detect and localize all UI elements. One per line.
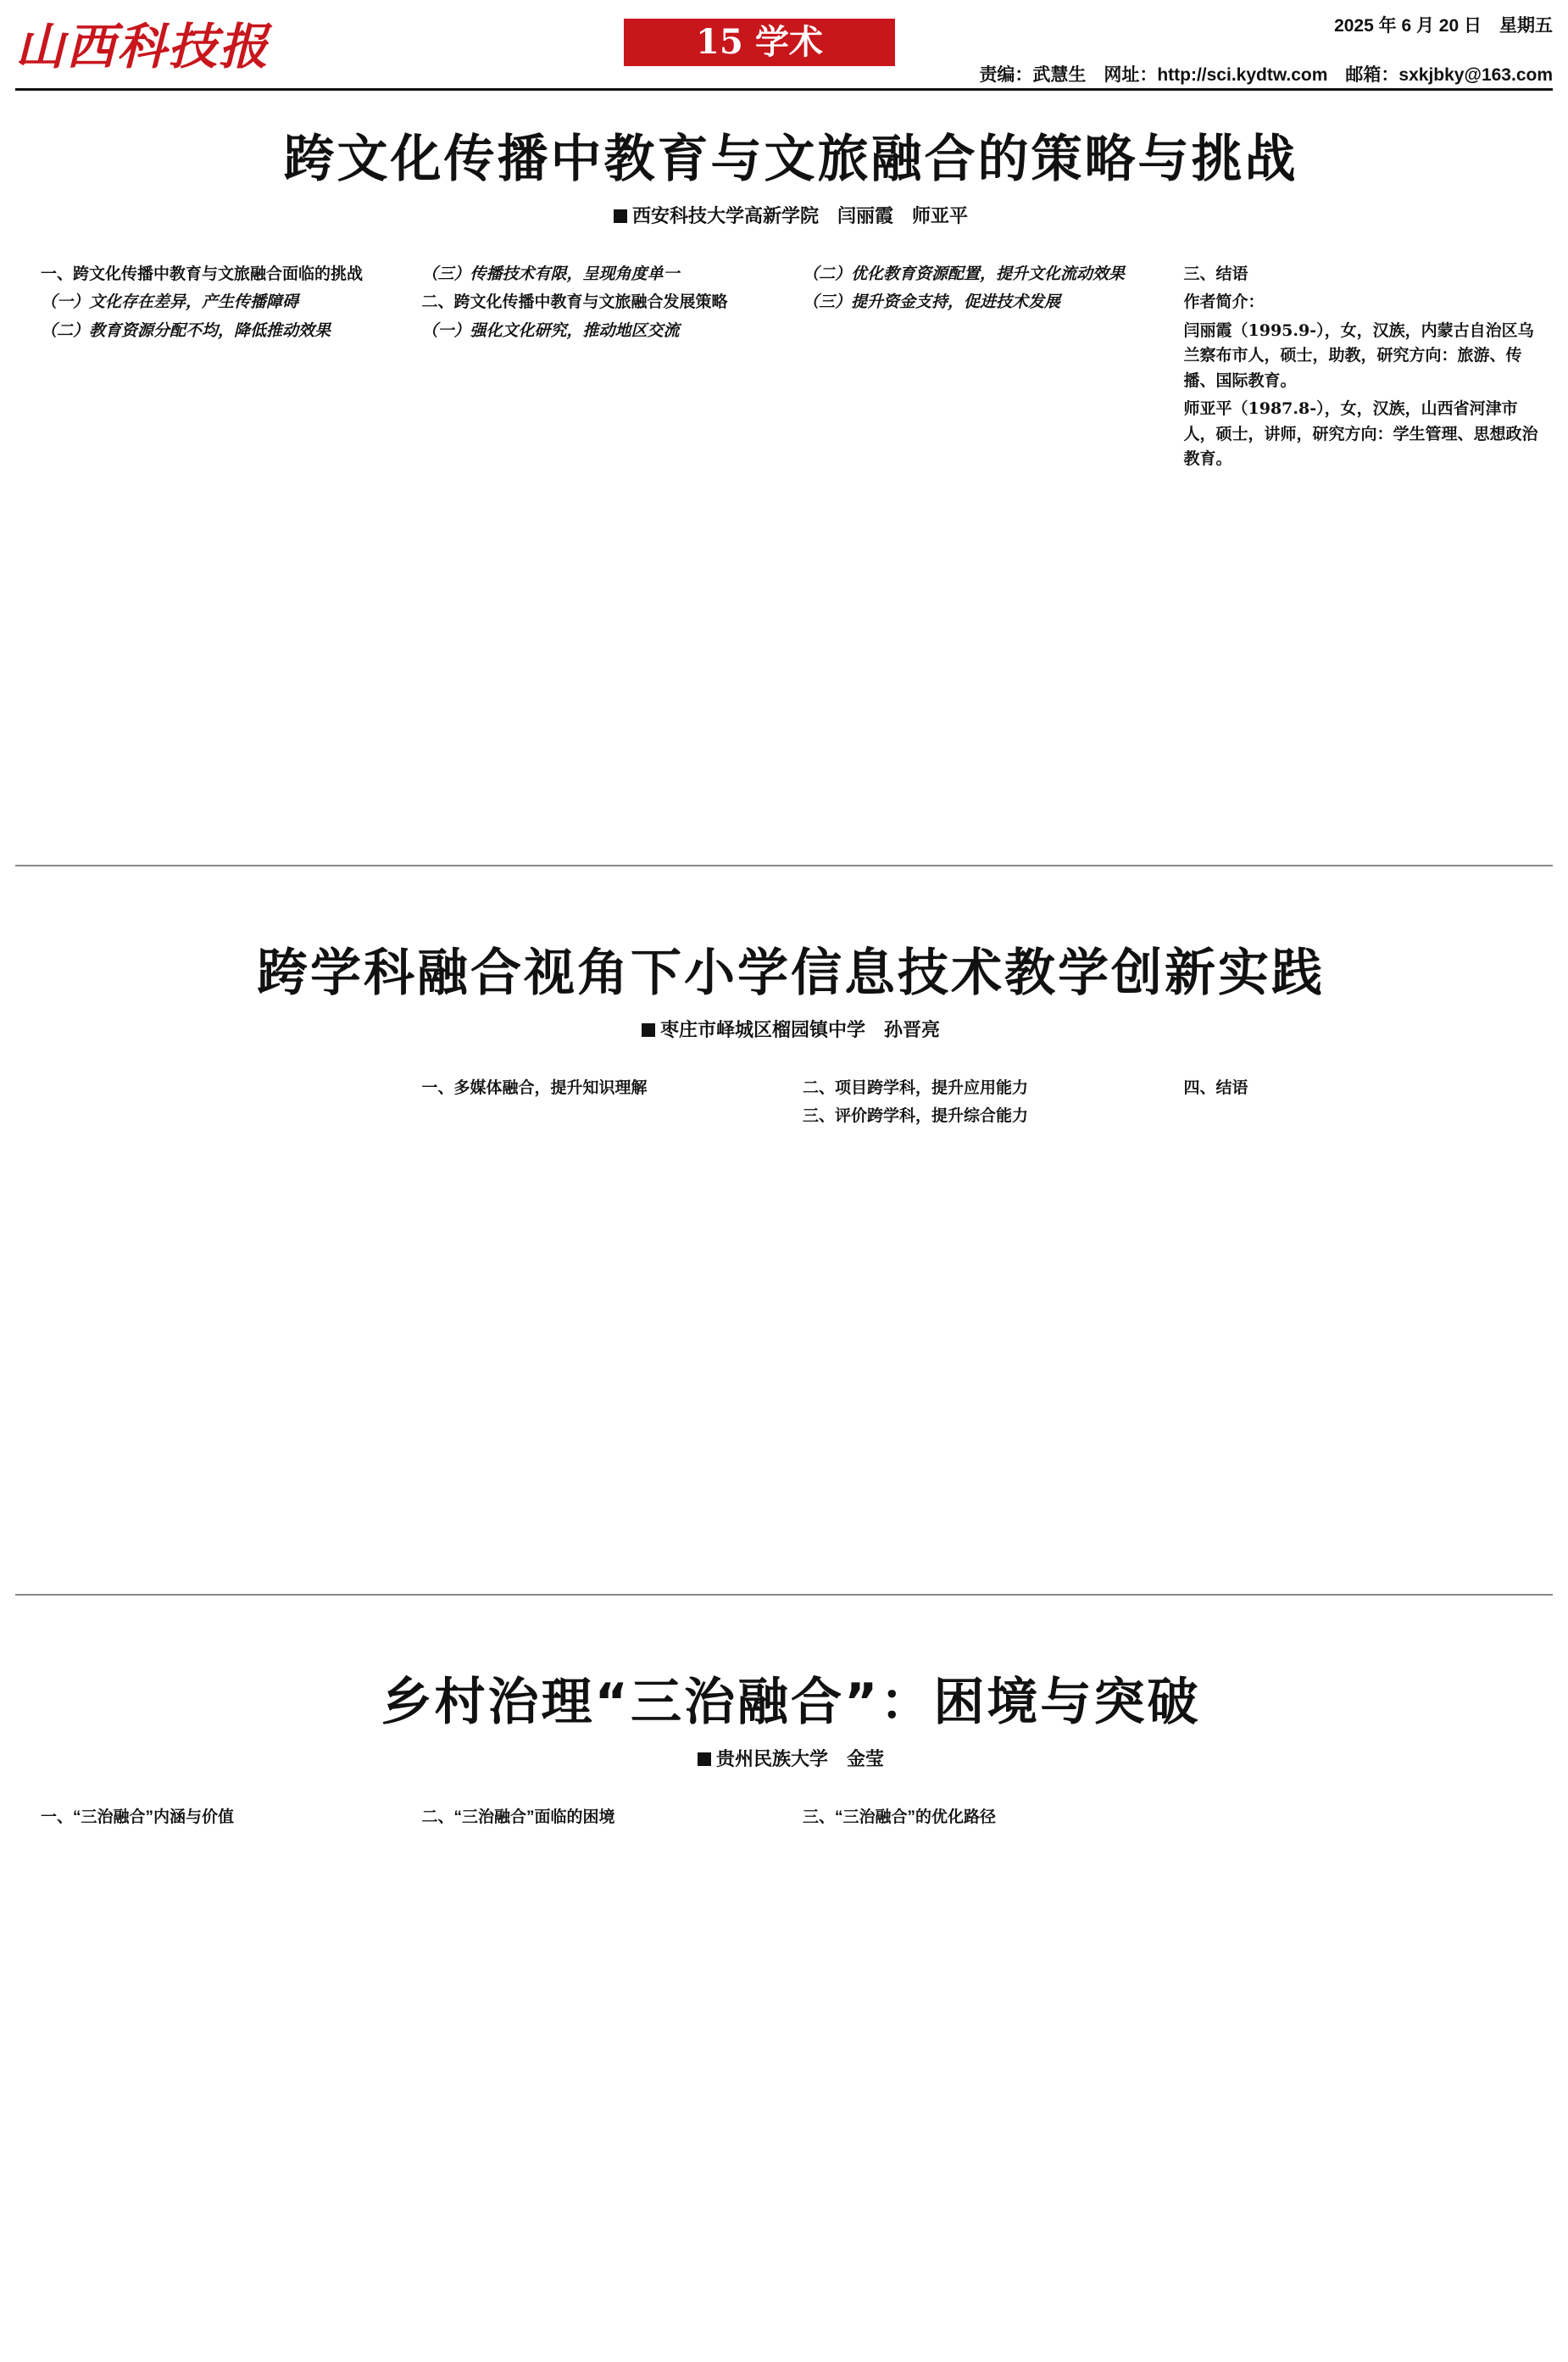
- subsection-heading: （三）传播技术有限，呈现角度单一: [421, 265, 680, 283]
- subsection-heading: （一）文化存在差异，产生传播障碍: [41, 292, 299, 312]
- column: [422, 1076, 780, 1133]
- column: [803, 1805, 1160, 1833]
- section-heading: 二、项目跨学科，提升应用能力: [803, 1079, 1029, 1097]
- section-heading: 三、结语: [1183, 265, 1248, 283]
- article-cross-cultural: [41, 119, 1541, 476]
- section-heading: 四、结语: [1183, 1079, 1248, 1097]
- subsection-heading: （一）强化文化研究，推动地区交流: [421, 320, 680, 340]
- column: [1184, 1076, 1542, 1133]
- page-number: 15: [696, 22, 743, 62]
- column: [41, 1076, 398, 1133]
- page-badge: [624, 19, 895, 66]
- byline-text: 贵州民族大学 金莹: [715, 1748, 884, 1769]
- section-name: 学术: [754, 22, 823, 62]
- section-heading: 三、评价跨学科，提升综合能力: [803, 1107, 1029, 1126]
- byline-square-icon: [642, 1023, 655, 1037]
- column: [803, 1076, 1160, 1133]
- article-title: 跨文化传播中教育与文旅融合的策略与挑战: [283, 130, 1298, 189]
- section-heading: 二、跨文化传播中教育与文旅融合发展策略: [421, 293, 728, 312]
- author-bio: 闫丽霞（1995.9-），女，汉族，内蒙古自治区乌兰察布市人，硕士，助教，研究方向：旅游、传播、国际教育。: [1183, 320, 1534, 390]
- section-heading: 三、“三治融合”的优化路径: [803, 1808, 997, 1826]
- subsection-heading: （二）优化教育资源配置，提升文化流动效果: [803, 265, 1126, 283]
- section-heading: 一、多媒体融合，提升知识理解: [421, 1079, 648, 1097]
- column: [1184, 262, 1542, 476]
- author-bio: 师亚平（1987.8-），女，汉族，山西省河津市人，硕士，讲师，研究方向：学生管理、思想政治教育。: [1183, 399, 1538, 469]
- column: [41, 1805, 398, 1833]
- column: [422, 1805, 780, 1833]
- subsection-heading: （三）提升资金支持，促进技术发展: [803, 292, 1061, 312]
- article-interdisciplinary: [41, 933, 1541, 1133]
- masthead: [0, 0, 1568, 93]
- column: [803, 262, 1160, 476]
- article-byline: [41, 1016, 1541, 1042]
- author-intro-heading: 作者简介：: [1183, 293, 1265, 312]
- section-heading: 一、跨文化传播中教育与文旅融合面临的挑战: [41, 265, 364, 283]
- byline-text: 西安科技大学高新学院 闫丽霞 师亚平: [631, 205, 968, 226]
- article-title: 跨学科融合视角下小学信息技术教学创新实践: [257, 944, 1325, 1003]
- article-divider: [15, 865, 1553, 866]
- article-divider: [15, 1594, 1553, 1596]
- section-heading: 一、“三治融合”内涵与价值: [41, 1808, 235, 1826]
- article-title: 乡村治理“三治融合”：困境与突破: [381, 1673, 1201, 1732]
- article-columns: [41, 1076, 1541, 1133]
- article-columns: [41, 262, 1541, 476]
- article-byline: [41, 1745, 1541, 1771]
- column: [422, 262, 780, 476]
- article-columns: [41, 1805, 1541, 1833]
- byline-square-icon: [614, 209, 627, 223]
- newspaper-logo: 山西科技报: [15, 18, 270, 75]
- article-rural-governance: [41, 1662, 1541, 1833]
- byline-text: 枣庄市峄城区榴园镇中学 孙晋亮: [659, 1019, 940, 1040]
- dateline: 2025 年 6 月 20 日 星期五: [1334, 16, 1553, 36]
- subsection-heading: （二）教育资源分配不均，降低推动效果: [41, 320, 331, 340]
- header-rule: [15, 88, 1553, 91]
- column: [41, 262, 398, 476]
- editor-line: 责编：武慧生 网址：http://sci.kydtw.com 邮箱：sxkjbky@163.com: [979, 65, 1553, 85]
- byline-square-icon: [698, 1752, 711, 1766]
- article-byline: [41, 202, 1541, 228]
- section-heading: 二、“三治融合”面临的困境: [421, 1808, 615, 1826]
- column: [1184, 1805, 1542, 1833]
